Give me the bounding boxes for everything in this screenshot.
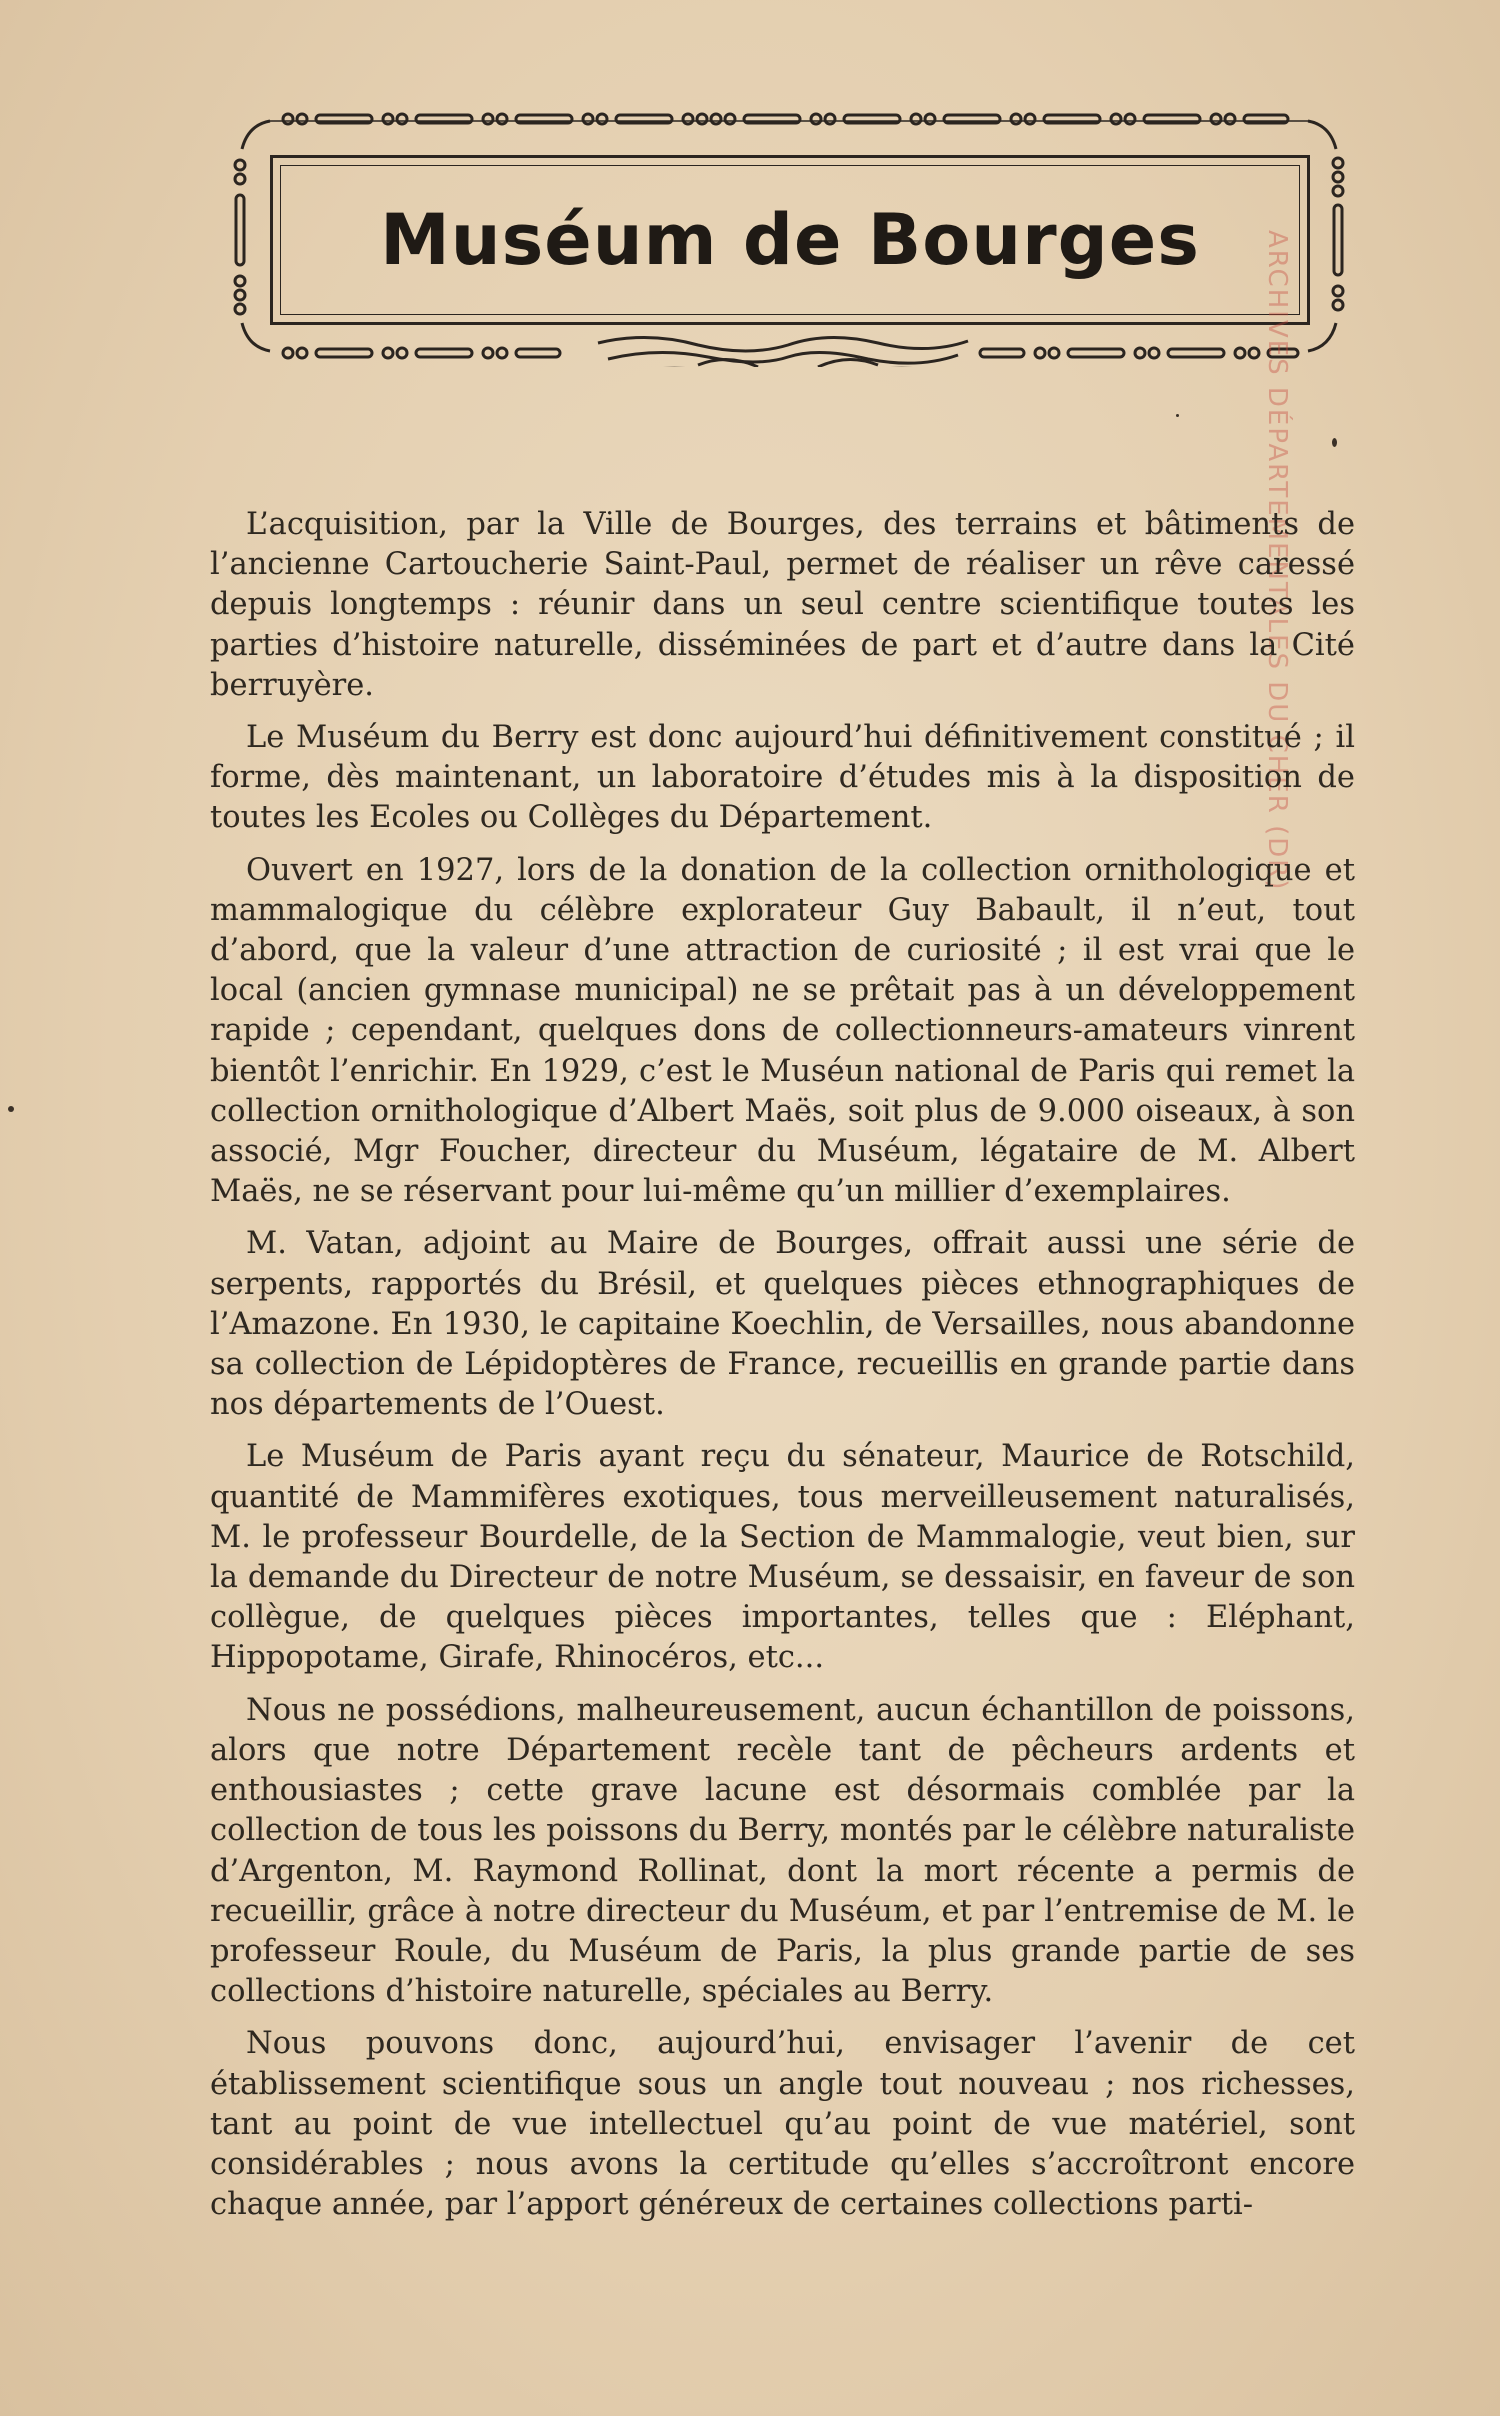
paragraph: Le Muséum du Berry est donc aujourd’hui définitivement constitué ; il forme, dès maintenant, un laboratoire d’études mis à la disposition de toutes les Ecoles ou Collèges du Département. [210, 720, 1355, 836]
page-title: Muséum de Bourges [380, 199, 1200, 281]
paragraph: Le Muséum de Paris ayant reçu du sénateur, Maurice de Rotschild, quantité de Mammifères exotiques, tous merveilleusement naturalisés, M. le professeur Bourdelle, de la Section de Mammalogie, veut bien, sur la demande du Directeur de notre Muséum, se dessaisir, en faveur de son collègue, de quelques pièces importantes, telles que : Eléphant, Hippopotame, Girafe, Rhinocéros, etc... [210, 1439, 1355, 1676]
paragraph: Nous ne possédions, malheureusement, aucun échantillon de poissons, alors que notre Département recèle tant de pêcheurs ardents et enthousiastes ; cette grave lacune est désormais comblée par la collection de tous les poissons du Berry, montés par le célèbre naturaliste d’Argenton, M. Raymond Rollinat, dont la mort récente a permis de recueillir, grâce à notre directeur du Muséum, et par l’entremise de M. le professeur Roule, du Muséum de Paris, la plus grande partie de ses collections d’histoire naturelle, spéciales au Berry. [210, 1692, 1355, 2010]
archive-stamp: ARCHIVES DÉPARTEMENTALES DU CHER (DR) [1262, 230, 1292, 892]
paragraph: Ouvert en 1927, lors de la donation de la collection ornithologique et mammalogique du célèbre explorateur Guy Babault, il n’eut, tout d’abord, que la valeur d’une attraction de curiosité ; il est vrai que le local (ancien gymnase municipal) ne se prêtait pas à un développement rapide ; cependant, quelques dons de collectionneurs-amateurs vinrent bientôt l’enrichir. En 1929, c’est le Muséun national de Paris qui remet la collection ornithologique d’Albert Maës, soit plus de 9.000 oiseaux, à son associé, Mgr Foucher, directeur du Muséum, légataire de M. Albert Maës, ne se réservant pour lui-même qu’un millier d’exemplaires. [210, 852, 1355, 1210]
paper-speck [8, 1106, 14, 1112]
paragraph: Nous pouvons donc, aujourd’hui, envisager l’avenir de cet établissement scientifique sous un angle tout nouveau ; nos richesses, tant au point de vue intellectuel qu’au point de vue matériel, sont considérables ; nous avons la certitude qu’elles s’accroîtront encore chaque année, par l’apport généreux de certaines collections parti- [210, 2026, 1355, 2223]
paragraph: L’acquisition, par la Ville de Bourges, des terrains et bâtiments de l’ancienne Cartoucherie Saint-Paul, permet de réaliser un rêve caressé depuis longtemps : réunir dans un seul centre scientifique toutes les parties d’histoire naturelle, disséminées de part et d’autre dans la Cité berruyère. [210, 507, 1355, 703]
title-box [270, 155, 1310, 325]
paper-speck [1332, 438, 1337, 447]
paper-speck [1176, 414, 1179, 417]
paragraph: M. Vatan, adjoint au Maire de Bourges, offrait aussi une série de serpents, rapportés du Brésil, et quelques pièces ethnographiques de l’Amazone. En 1930, le capitaine Koechlin, de Versailles, nous abandonne sa collection de Lépidoptères de France, recueillis en grande partie dans nos départements de l’Ouest. [210, 1226, 1355, 1423]
article-body [210, 505, 1355, 2237]
